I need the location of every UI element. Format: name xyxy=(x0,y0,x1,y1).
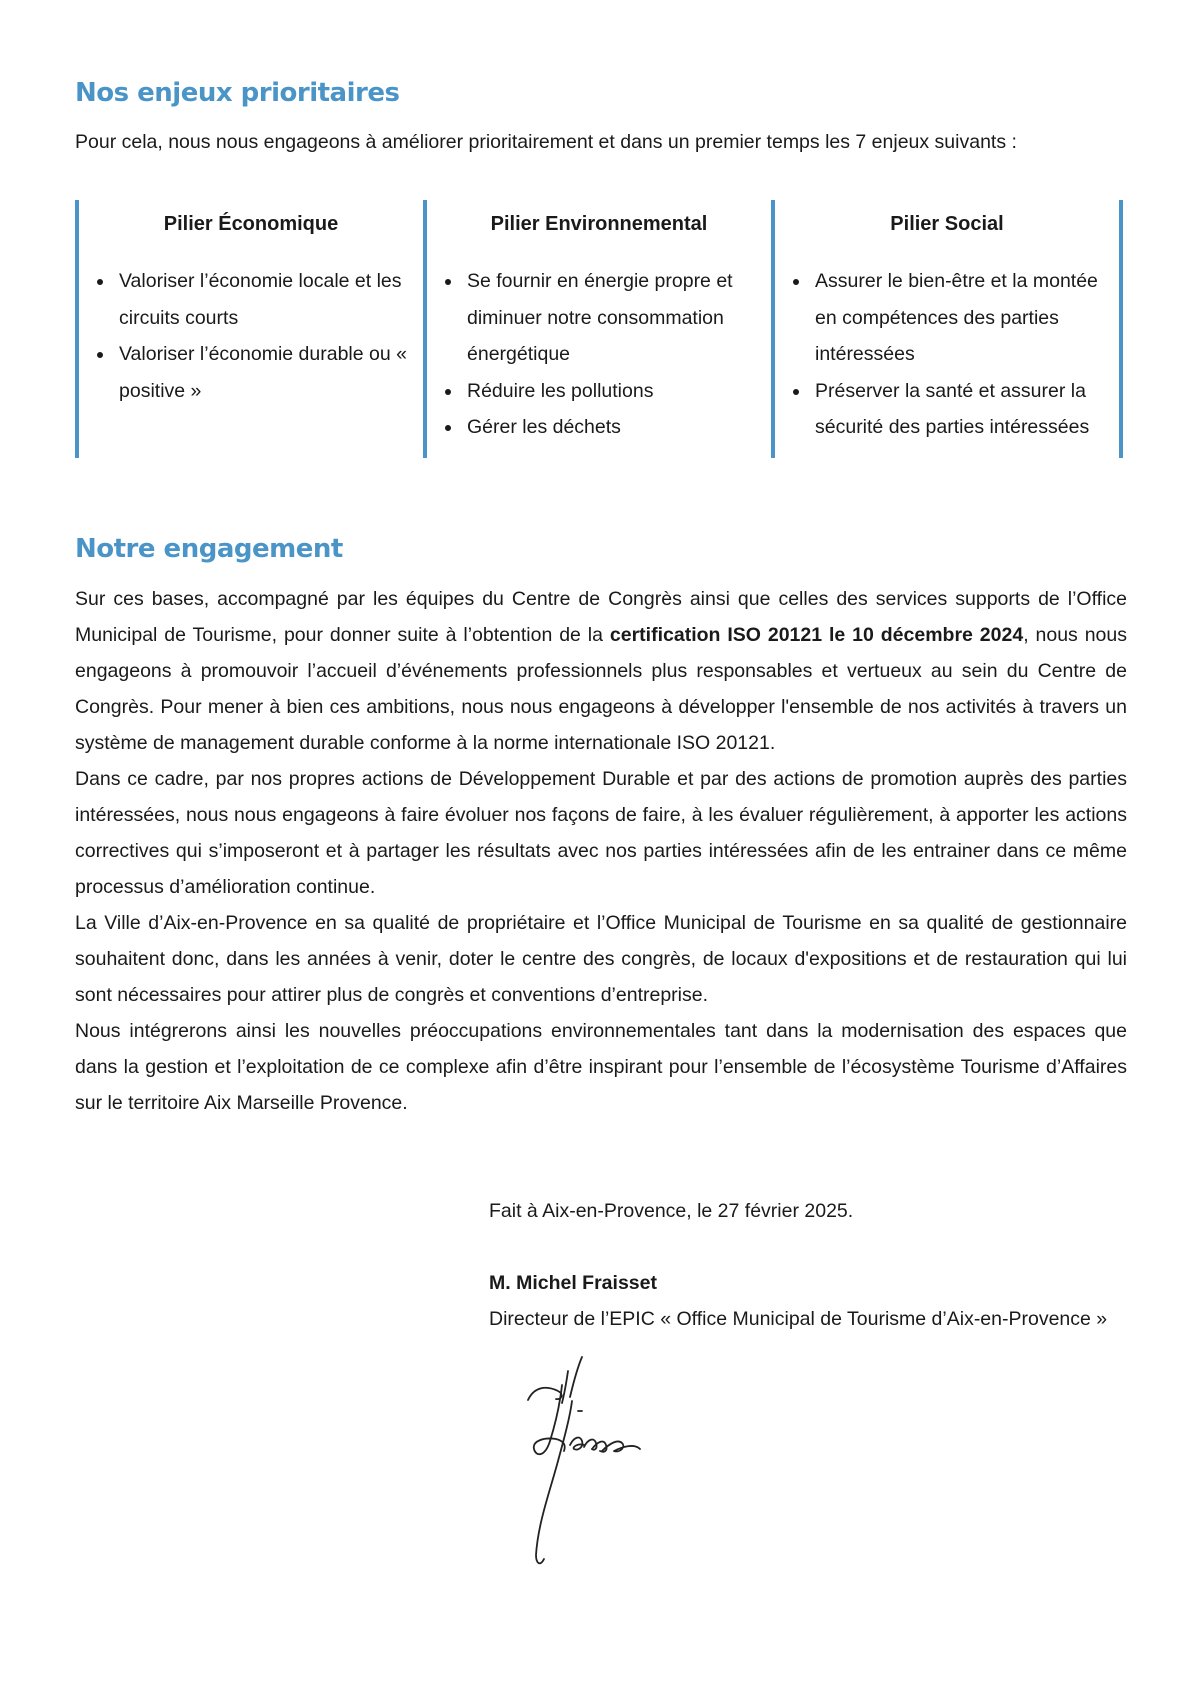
signature-block xyxy=(489,1193,1139,1337)
list-item: Valoriser l’économie locale et les circuits courts xyxy=(93,263,409,336)
pillar-list xyxy=(789,263,1105,446)
commitment-paragraph-1 xyxy=(75,581,1127,761)
list-item: Se fournir en énergie propre et diminuer notre consommation énergétique xyxy=(441,263,757,373)
pillar-list xyxy=(93,263,409,409)
pillar-environmental xyxy=(423,200,771,458)
commitment-paragraph-3: La Ville d’Aix-en-Provence en sa qualité de propriétaire et l’Office Municipal de Tourisme en sa qualité de gestionnaire souhaitent donc, dans les années à venir, doter le centre des congrès, de locaux d'expositions et de restauration qui lui sont nécessaires pour attirer plus de congrès et conventions d’entreprise. xyxy=(75,912,1127,1006)
pillar-title: Pilier Économique xyxy=(163,213,339,235)
handwritten-signature xyxy=(500,1345,670,1570)
certification-highlight: certification ISO 20121 le 10 décembre 2024 xyxy=(609,624,1024,646)
place-date: Fait à Aix-en-Provence, le 27 février 2025. xyxy=(489,1200,854,1222)
list-item: Assurer le bien-être et la montée en compétences des parties intéressées xyxy=(789,263,1105,373)
pillar-economic xyxy=(75,200,423,458)
commitment-paragraph-2: Dans ce cadre, par nos propres actions de Développement Durable et par des actions de promotion auprès des parties intéressées, nous nous engageons à faire évoluer nos façons de faire, à les évaluer régulièrement, à apporter les actions correctives qui s’imposeront et à partager les résultats avec nos parties intéressées afin de les entrainer dans ce même processus d’amélioration continue. xyxy=(75,768,1127,898)
list-item: Valoriser l’économie durable ou « positive » xyxy=(93,336,409,409)
list-item: Préserver la santé et assurer la sécurité des parties intéressées xyxy=(789,373,1105,446)
commitment-body xyxy=(75,581,1127,1121)
pillar-title: Pilier Environnemental xyxy=(490,213,708,235)
pillar-social xyxy=(771,200,1123,458)
intro-text: Pour cela, nous nous engageons à améliorer prioritairement et dans un premier temps les 7 enjeux suivants : xyxy=(75,131,1017,153)
list-item: Réduire les pollutions xyxy=(441,373,757,410)
paragraph-text: , nous nous engageons à promouvoir l’accueil d’événements professionnels plus responsables et vertueux au sein du Centre de Congrès. Pour mener à bien ces ambitions, nous nous engageons à développer l'ensemble de nos activités à travers un système de management durable conforme à la norme internationale ISO 20121. xyxy=(75,624,1127,754)
pillars-table xyxy=(75,200,1127,458)
section-title-priorities: Nos enjeux prioritaires xyxy=(75,78,400,108)
signer-name: M. Michel Fraisset xyxy=(489,1272,657,1294)
pillar-title: Pilier Social xyxy=(890,213,1004,235)
section-title-commitment: Notre engagement xyxy=(75,534,343,564)
list-item: Gérer les déchets xyxy=(441,409,757,446)
signer-role: Directeur de l’EPIC « Office Municipal de Tourisme d’Aix-en-Provence » xyxy=(489,1308,1108,1330)
commitment-paragraph-4: Nous intégrerons ainsi les nouvelles préoccupations environnementales tant dans la modernisation des espaces que dans la gestion et l’exploitation de ce complexe afin d’être inspirant pour l’ensemble de l’écosystème Tourisme d’Affaires sur le territoire Aix Marseille Provence. xyxy=(75,1020,1127,1114)
pillar-list xyxy=(441,263,757,446)
paragraph-text: Sur ces bases, accompagné par les équipes du Centre de Congrès ainsi que celles des services supports de l’Office Municipal de Tourisme, pour donner suite à l’obtention de la xyxy=(75,588,1127,646)
